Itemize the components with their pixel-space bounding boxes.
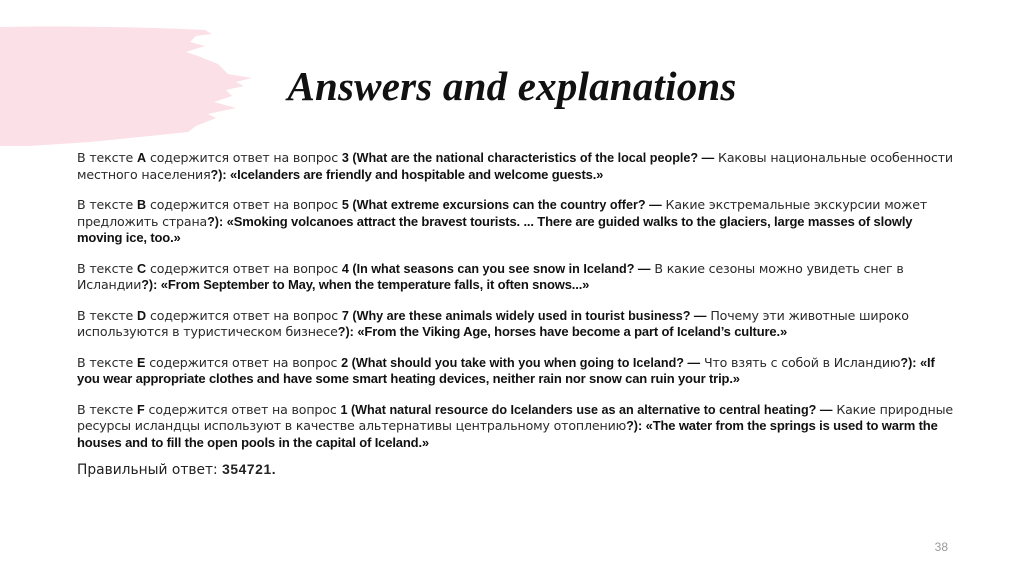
para-prefix: В тексте: [77, 197, 137, 212]
para-prefix: В тексте: [77, 307, 137, 323]
text-letter: B: [137, 198, 147, 212]
page-title: Answers and explanations: [287, 63, 737, 109]
question-close: ?):: [337, 325, 354, 339]
explanation-text-e: [77, 355, 957, 388]
text-letter: A: [137, 151, 147, 165]
para-middle: содержится ответ на вопрос: [145, 354, 342, 370]
para-middle: содержится ответ на вопрос: [146, 150, 342, 165]
answer-quote: «If you wear appropriate clothes and have some smart heating devices, neither rain nor snow can ruin your trip.»: [77, 354, 935, 386]
answer-quote: «Icelanders are friendly and hospitable and welcome guests.»: [226, 166, 604, 182]
para-prefix: В тексте: [77, 401, 137, 417]
question-english: (What extreme excursions can the country offer? —: [348, 198, 662, 212]
question-number: 1: [340, 402, 348, 417]
question-number: 4: [341, 261, 349, 276]
answer-quote: «The water from the springs is used to warm the houses and to fill the open pools in the capital of Iceland.»: [77, 418, 938, 450]
explanation-text-d: [77, 308, 957, 341]
correct-answer: [77, 461, 957, 479]
para-prefix: В тексте: [77, 260, 137, 276]
question-number: 2: [341, 355, 349, 370]
question-english: (What natural resource do Icelanders use as an alternative to central heating? —: [347, 402, 833, 417]
explanation-text-b: [77, 197, 957, 247]
question-number: 5: [341, 198, 349, 212]
answer-quote: «From the Viking Age, horses have become a part of Iceland’s culture.»: [353, 324, 788, 339]
question-english: (In what seasons can you see snow in Iceland? —: [348, 261, 651, 276]
text-letter: C: [137, 261, 147, 276]
para-prefix: В тексте: [77, 354, 137, 370]
para-middle: содержится ответ на вопрос: [146, 260, 342, 276]
question-close: ?):: [626, 419, 643, 433]
text-letter: D: [137, 308, 147, 323]
question-russian: Какие природные ресурсы исландцы используют в качестве альтернативы центральному отоплению: [77, 401, 954, 433]
question-russian: В какие сезоны можно увидеть снег в Исландии: [77, 260, 904, 292]
answer-quote: «From September to May, when the temperature falls, it often snows...»: [157, 277, 590, 292]
question-number: 7: [341, 308, 349, 323]
question-russian: Что взять с собой в Исландию: [700, 354, 901, 370]
explanation-text-a: [77, 150, 957, 183]
para-prefix: В тексте: [77, 150, 137, 165]
question-russian: Почему эти животные широко используются в туристическом бизнесе: [77, 307, 909, 339]
question-russian: Каковы национальные особенности местного населения: [77, 150, 953, 182]
correct-answer-value: 354721: [222, 462, 272, 477]
explanation-text-f: [77, 402, 957, 452]
question-close: ?):: [210, 167, 227, 182]
explanations-list: [77, 150, 957, 479]
para-middle: содержится ответ на вопрос: [144, 401, 341, 417]
answer-quote: «Smoking volcanoes attract the bravest tourists. ... There are guided walks to the glaciers, large masses of slowly moving ice, too.»: [77, 213, 913, 245]
question-close: ?):: [900, 355, 917, 370]
question-close: ?):: [207, 214, 224, 229]
correct-answer-label: Правильный ответ:: [77, 462, 223, 478]
correct-answer-suffix: .: [271, 462, 277, 477]
question-russian: Какие экстремальные экскурсии может предложить страна: [77, 197, 928, 229]
para-middle: содержится ответ на вопрос: [146, 307, 342, 323]
para-middle: содержится ответ на вопрос: [146, 197, 342, 212]
question-english: (What should you take with you when going to Iceland? —: [348, 355, 701, 370]
explanation-text-c: [77, 261, 957, 294]
text-letter: F: [137, 402, 145, 417]
page-number: 38: [934, 540, 948, 554]
question-close: ?):: [141, 278, 158, 292]
question-number: 3: [341, 151, 349, 165]
question-english: (What are the national characteristics of the local people? —: [348, 151, 715, 165]
question-english: (Why are these animals widely used in tourist business? —: [348, 308, 707, 323]
text-letter: E: [137, 355, 146, 370]
